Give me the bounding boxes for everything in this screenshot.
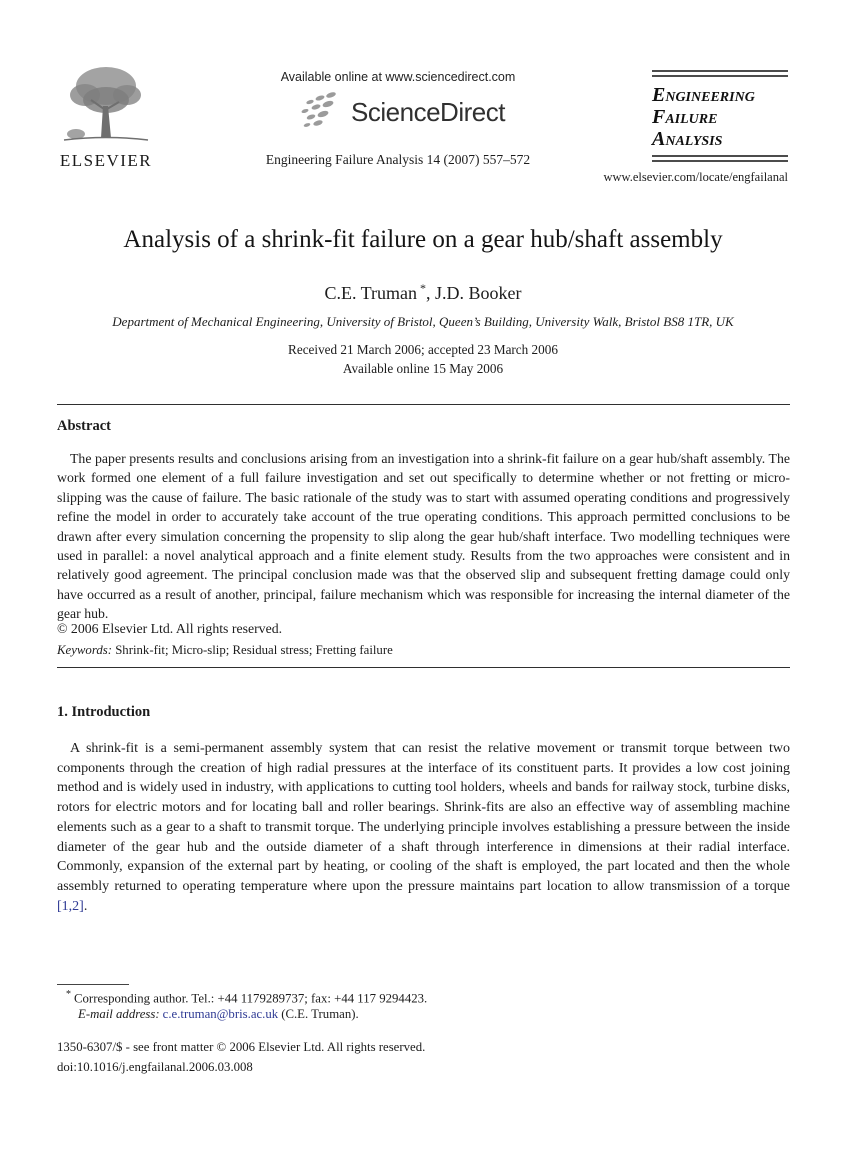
introduction-heading: 1. Introduction bbox=[57, 704, 151, 720]
journal-logo-box bbox=[588, 70, 788, 185]
page-title: Analysis of a shrink-fit failure on a gear hub/shaft assembly bbox=[123, 226, 723, 253]
journal-logo-rule-top bbox=[652, 70, 788, 77]
date-block bbox=[0, 340, 846, 378]
introduction-text: A shrink-fit is a semi-permanent assembly system that can resist the relative movement or transmit torque between two components through the creation of high radial pressures at the interface of its constituent parts. It provides a low cost joining method and is widely used in industry, with applications to cutting tool holders, wheels and bands for railway stock, turbine disks, rotors for electric motors and for locating ball and roller bearings. Shrink-fits are also an effective way of assembling machine elements such as a gear to a shaft to transmit torque. The underlying principle involves establishing a pressure between the inside diameter of the gear hub and the outside diameter of a shaft through interference in dimensions at their radial interface. Commonly, expansion of the external part by heating, or cooling of the shaft is employed, the part located and then the whole assembly returned to operating temperature where upon the pressure maintains part location to allow transmission of a torque bbox=[57, 741, 790, 894]
elsevier-logo bbox=[53, 62, 159, 171]
affiliation: Department of Mechanical Engineering, University of Bristol, Queen’s Building, University Walk, Bristol BS8 1TR, UK bbox=[112, 314, 734, 329]
sciencedirect-logo bbox=[228, 89, 568, 136]
journal-name bbox=[652, 77, 792, 155]
email-link[interactable]: c.e.truman@bris.ac.uk bbox=[162, 1007, 279, 1021]
journal-url: www.elsevier.com/locate/engfailanal bbox=[603, 170, 788, 184]
journal-name-line2: Failure bbox=[652, 106, 718, 128]
email-suffix: (C.E. Truman). bbox=[281, 1007, 359, 1021]
citation-link[interactable]: [1,2] bbox=[57, 898, 84, 914]
introduction-body bbox=[57, 739, 790, 916]
footnote-corresponding-text: Corresponding author. Tel.: +44 1179289737; fax: +44 117 9294423. bbox=[74, 991, 428, 1006]
abstract-body: The paper presents results and conclusions arising from an investigation into a shrink-fit failure on a gear hub/shaft assembly. The work formed one element of a full failure investigation and set out specifically to determine whether or not fretting or micro-slipping was the cause of failure. The basic rationale of the study was to start with assumed operating conditions and progressively refine the model in order to accurately take account of the true operating conditions. This approach permitted conclusions to be drawn after every simulation concerning the propensity to slip along the gear hub/shaft interface. Two modelling techniques were used in parallel: a novel analytical approach and a finite element study. Results from the two approaches were consistent and in relatively good agreement. The principal conclusion made was that the observed slip and subsequent fretting damage could only have occurred as a result of another, principal, failure mechanism which was responsible for increasing the internal diameter of the gear hub. bbox=[57, 451, 790, 622]
author-separator: , bbox=[426, 283, 436, 303]
received-dates: Received 21 March 2006; accepted 23 March 2006 bbox=[288, 342, 558, 357]
available-online-date: Available online 15 May 2006 bbox=[342, 361, 504, 376]
abstract-heading: Abstract bbox=[57, 418, 111, 434]
copyright-line: © 2006 Elsevier Ltd. All rights reserved. bbox=[57, 621, 283, 636]
available-online-text: Available online at www.sciencedirect.com bbox=[280, 70, 516, 84]
keywords-text: Shrink-fit; Micro-slip; Residual stress; Fretting failure bbox=[115, 643, 393, 657]
corresponding-author-mark: * bbox=[420, 281, 427, 295]
doi-line: doi:10.1016/j.engfailanal.2006.03.008 bbox=[57, 1060, 253, 1074]
sciencedirect-wordmark: ScienceDirect bbox=[351, 97, 505, 127]
introduction-text-end: . bbox=[83, 898, 88, 914]
keywords-label: Keywords: bbox=[57, 643, 112, 657]
journal-name-line1: Engineering bbox=[652, 84, 755, 106]
section-rule-bottom bbox=[57, 667, 790, 668]
keywords-line bbox=[57, 643, 790, 658]
elsevier-tree-icon bbox=[56, 131, 156, 148]
footnote-email-line bbox=[57, 1007, 790, 1022]
footnote-corresponding bbox=[57, 989, 790, 1006]
front-matter-line: 1350-6307/$ - see front matter © 2006 Elsevier Ltd. All rights reserved. bbox=[57, 1040, 426, 1054]
elsevier-wordmark: ELSEVIER bbox=[59, 151, 153, 170]
author-line bbox=[0, 281, 846, 304]
journal-name-line3: Analysis bbox=[652, 128, 723, 150]
header-center bbox=[228, 70, 568, 168]
footnote-rule bbox=[57, 984, 129, 985]
journal-logo-rule-bottom bbox=[652, 155, 788, 162]
author-name-2: J.D. Booker bbox=[435, 283, 522, 303]
email-label: E-mail address: bbox=[78, 1007, 160, 1021]
author-name-1: C.E. Truman bbox=[324, 283, 418, 303]
sciencedirect-dots-icon bbox=[291, 89, 347, 136]
footnote-marker: * bbox=[66, 989, 71, 1000]
journal-citation: Engineering Failure Analysis 14 (2007) 557–572 bbox=[265, 152, 531, 167]
section-rule-top bbox=[57, 404, 790, 405]
